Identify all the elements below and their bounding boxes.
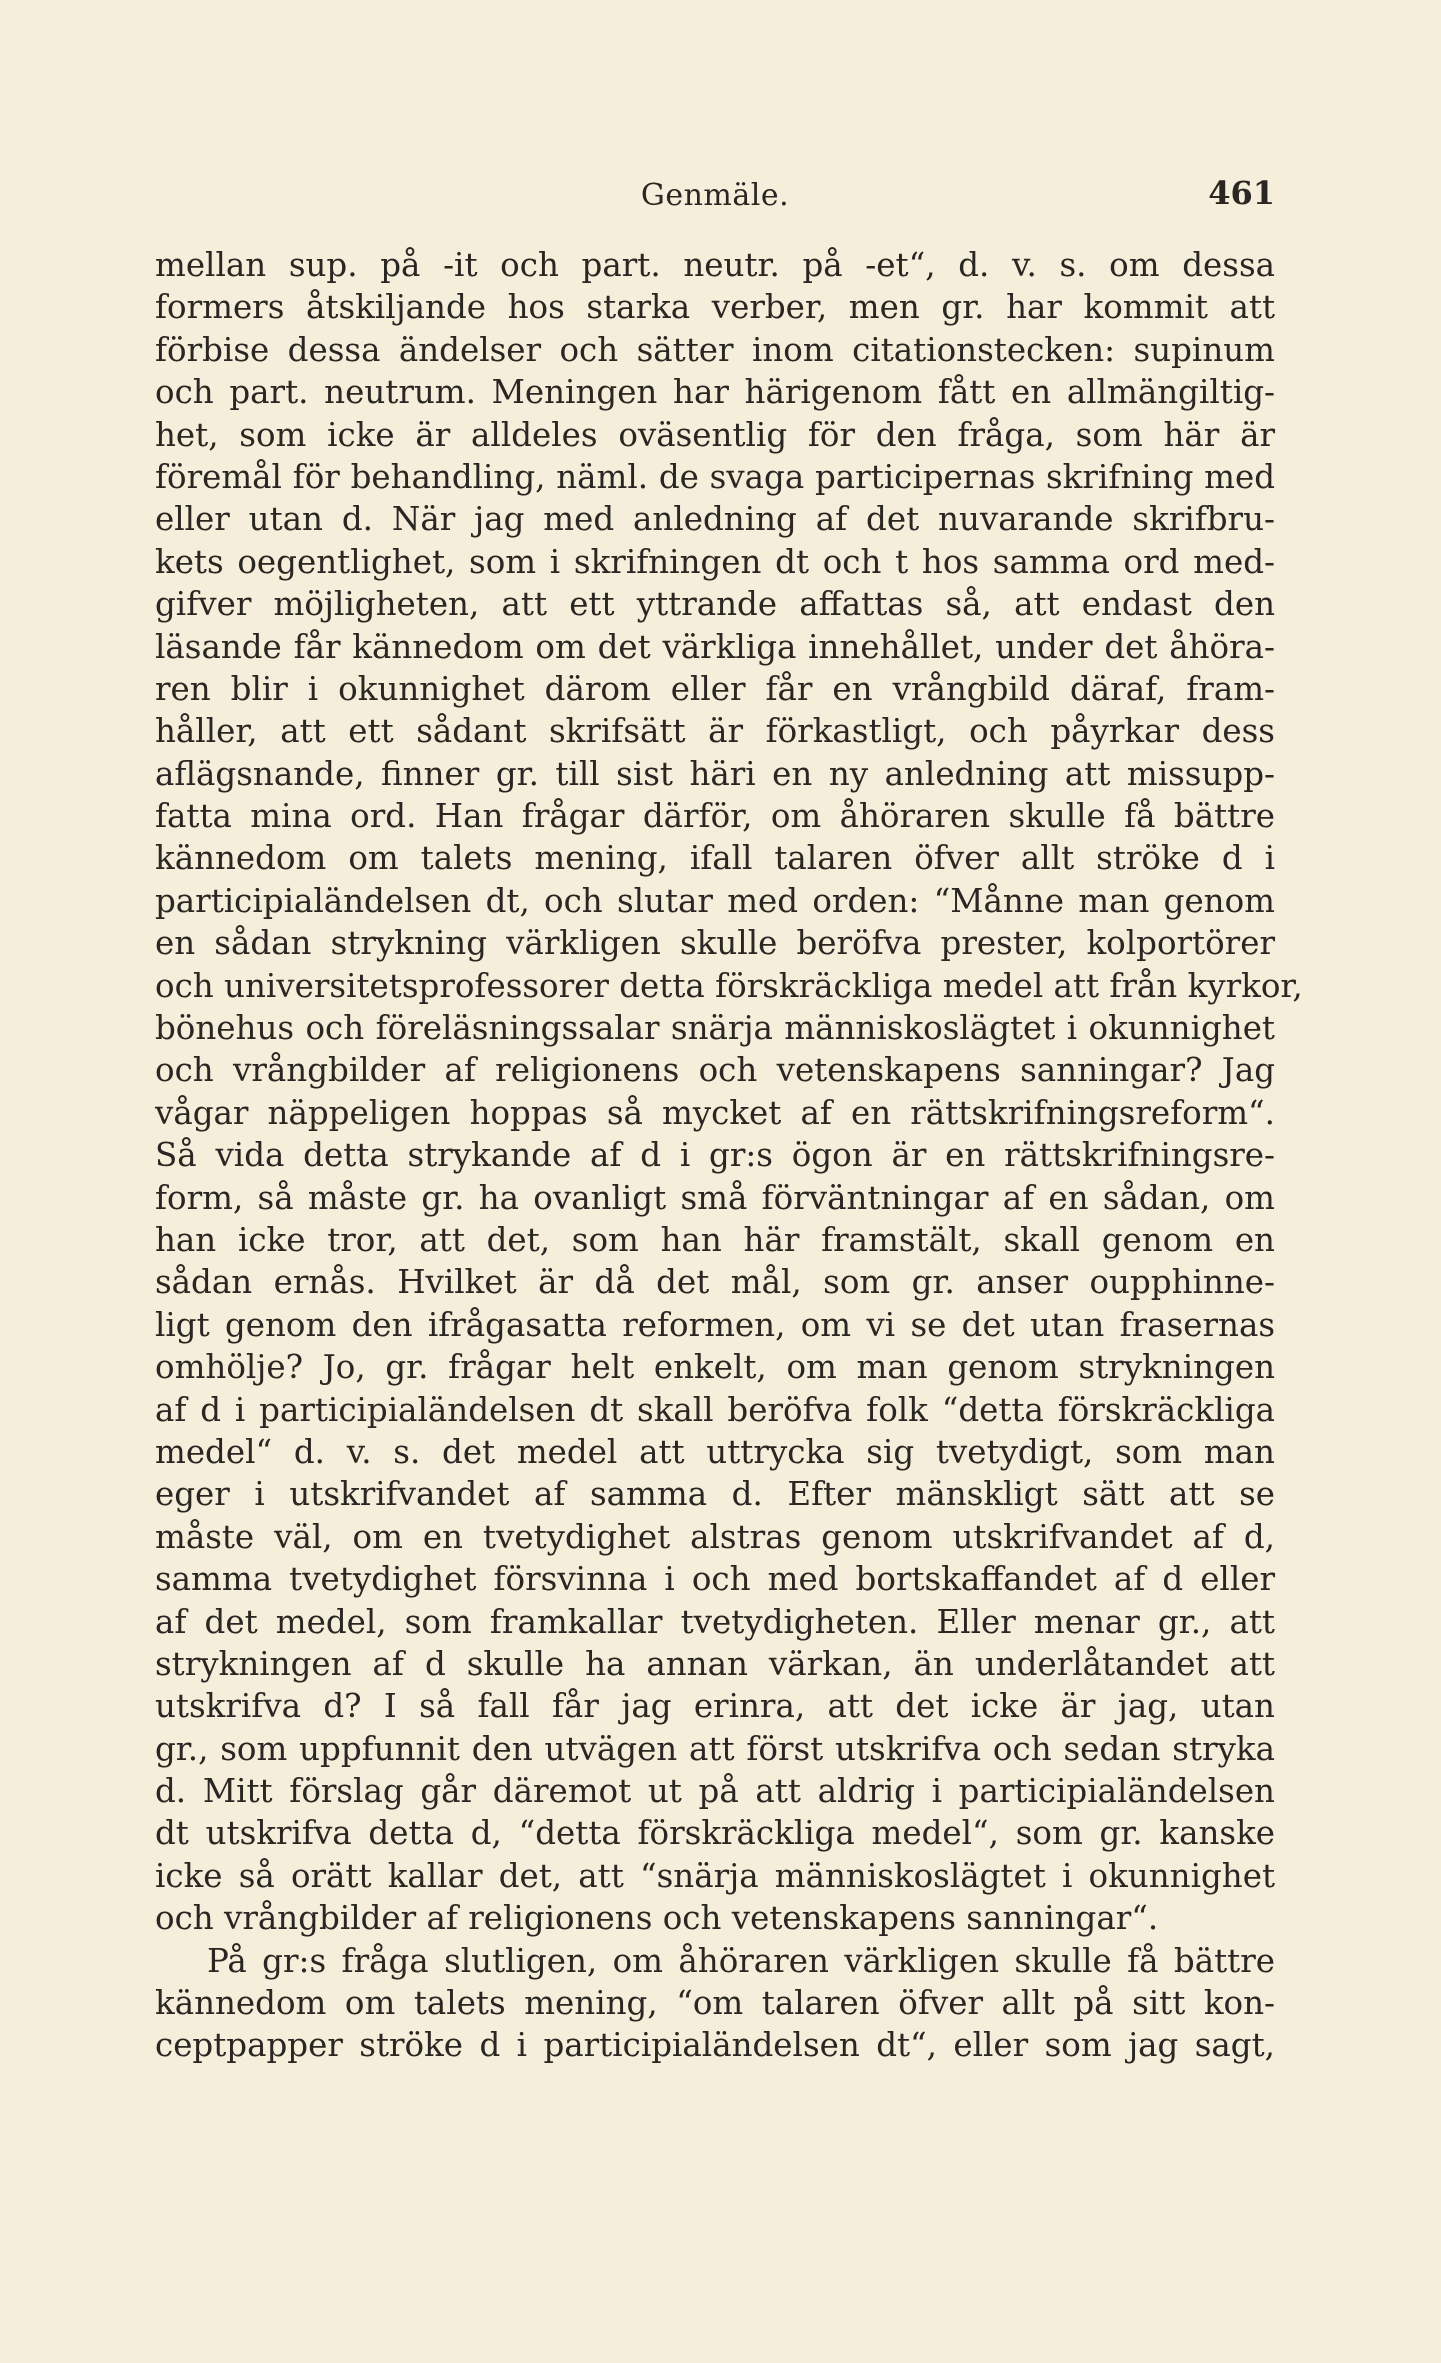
text-line: form, så måste gr. ha ovanligt små förväntningar af en sådan, om [155,1178,1275,1217]
text-line: och vrångbilder af religionens och vetenskapens sanningar? Jag [155,1051,1275,1090]
running-head: Genmäle. [640,178,790,213]
text-line: förbise dessa ändelser och sätter inom citationstecken: supinum [155,330,1275,369]
text-line: vågar näppeligen hoppas så mycket af en rättskrifningsreform“. [155,1093,1275,1132]
text-line: läsande får kännedom om det värkliga innehållet, under det åhöra- [155,627,1275,666]
text-line: sådan ernås. Hvilket är då det mål, som gr. anser oupphinne- [155,1263,1275,1302]
text-line: dt utskrifva detta d, “detta förskräckliga medel“, som gr. kanske [155,1814,1275,1853]
body-text [155,244,1303,2067]
text-line: och universitetsprofessorer detta förskräckliga medel att från kyrkor, [155,966,1303,1005]
text-line: omhölje? Jo, gr. frågar helt enkelt, om man genom strykningen [155,1348,1275,1387]
text-line: medel“ d. v. s. det medel att uttrycka sig tvetydigt, som man [155,1432,1275,1471]
text-line: af d i participialändelsen dt skall beröfva folk “detta förskräckliga [155,1390,1275,1429]
text-line: eger i utskrifvandet af samma d. Efter mänskligt sätt att se [155,1475,1275,1514]
text-line: samma tvetydighet försvinna i och med bortskaffandet af d eller [155,1560,1275,1599]
text-line: icke så orätt kallar det, att “snärja människoslägtet i okunnighet [155,1856,1275,1895]
text-line: ligt genom den ifrågasatta reformen, om vi se det utan frasernas [155,1305,1275,1344]
text-line: kännedom om talets mening, “om talaren öfver allt på sitt kon- [155,1984,1275,2023]
text-line: utskrifva d? I så fall får jag erinra, att det icke är jag, utan [155,1687,1275,1726]
text-line: håller, att ett sådant skrifsätt är förkastligt, och påyrkar dess [155,712,1275,751]
text-line: af det medel, som framkallar tvetydigheten. Eller menar gr., att [155,1602,1275,1641]
text-line: het, som icke är alldeles oväsentlig för den fråga, som här är [155,415,1275,454]
page-header [155,174,1275,218]
text-line: mellan sup. på -it och part. neutr. på -et“, d. v. s. om dessa [155,246,1275,284]
text-line: participialändelsen dt, och slutar med orden: “Månne man genom [155,881,1275,920]
text-line: och part. neutrum. Meningen har härigenom fått en allmängiltig- [155,373,1275,412]
text-line: gifver möjligheten, att ett yttrande affattas så, att endast den [155,585,1275,624]
text-line: måste väl, om en tvetydighet alstras genom utskrifvandet af d, [155,1517,1275,1556]
text-line: kännedom om talets mening, ifall talaren öfver allt ströke d i [155,839,1275,878]
text-line: Så vida detta strykande af d i gr:s ögon är en rättskrifningsre- [155,1136,1275,1175]
text-line: ceptpapper ströke d i participialändelsen dt“, eller som jag sagt, [155,2026,1275,2065]
text-line: ren blir i okunnighet därom eller får en vrångbild däraf, fram- [155,669,1275,708]
text-line: föremål för behandling, näml. de svaga participernas skrifning med [155,457,1275,496]
text-line: eller utan d. När jag med anledning af det nuvarande skrifbru- [155,500,1275,539]
text-line: och vrångbilder af religionens och vetenskapens sanningar“. [155,1899,1159,1938]
text-line: På gr:s fråga slutligen, om åhöraren värkligen skulle få bättre [207,1941,1275,1980]
text-line: formers åtskiljande hos starka verber, men gr. har kommit att [155,288,1275,327]
text-line: aflägsnande, finner gr. till sist häri en ny anledning att missupp- [155,754,1275,793]
text-line: han icke tror, att det, som han här framstält, skall genom en [155,1220,1275,1259]
text-line: gr., som uppfunnit den utvägen att först utskrifva och sedan stryka [155,1729,1275,1768]
text-line: en sådan strykning värkligen skulle beröfva prester, kolportörer [155,924,1275,963]
text-line: bönehus och föreläsningssalar snärja människoslägtet i okunnighet [155,1009,1275,1048]
text-line: fatta mina ord. Han frågar därför, om åhöraren skulle få bättre [155,797,1275,836]
page-number: 461 [1208,174,1275,212]
text-line: d. Mitt förslag går däremot ut på att aldrig i participialändelsen [155,1772,1275,1811]
text-line: strykningen af d skulle ha annan värkan, än underlåtandet att [155,1644,1275,1683]
text-line: kets oegentlighet, som i skrifningen dt och t hos samma ord med- [155,542,1275,581]
